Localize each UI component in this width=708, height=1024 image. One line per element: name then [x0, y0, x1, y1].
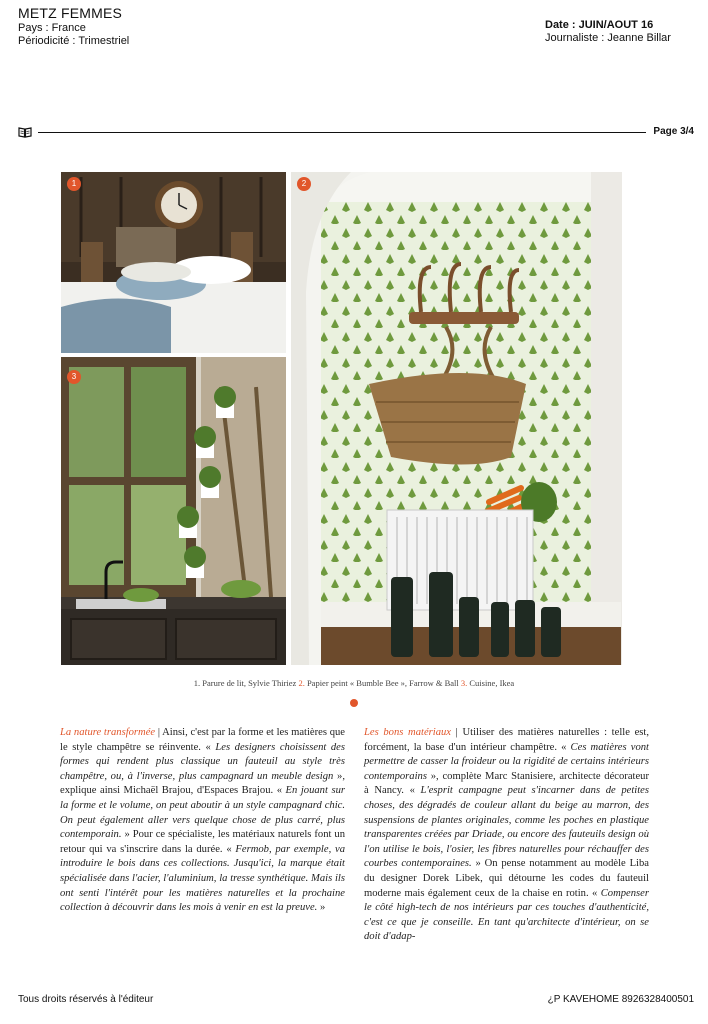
- book-icon: [18, 126, 32, 138]
- photo-wallpaper-hallway: [291, 172, 622, 665]
- horizontal-rule: [38, 132, 646, 133]
- caption-part-3: Cuisine, Ikea: [467, 678, 515, 688]
- section-heading-nature: La nature transformée: [60, 727, 156, 738]
- quote-text: L'esprit campagne peut s'incarner dans de petites choses, des dégradés de couleur allant du beige au marron, des suspensions de plantes originales, comme les poches en plastique transparentes créées par Driade, ou encore des fauteuils design où l'on utilise le bois, l'osier, les fibres naturelles pour réchauffer des courbes contemporaines.: [364, 785, 649, 870]
- periodicity-line: Périodicité : Trimestriel: [18, 35, 130, 47]
- quote-text: Ces matières vont permettre de casser la froideur ou la rigidité de certains intérieurs contemporains: [364, 741, 649, 782]
- photo-kitchen: [61, 357, 286, 665]
- hallway-illustration: [291, 172, 622, 665]
- caption-number-3: 3.: [460, 678, 468, 688]
- country-line: Pays : France: [18, 22, 86, 34]
- photo-badge-2: 2: [297, 177, 311, 191]
- publication-header: [18, 5, 129, 48]
- reference-number: KAVEHOME 8926328400501: [562, 994, 694, 1005]
- journalist-name: Journaliste : Jeanne Billar: [545, 32, 671, 44]
- separator-dot: [350, 699, 358, 707]
- kitchen-illustration: [61, 357, 286, 665]
- quote-text: Les designers choisissent des formes qui rendent plus classique un fauteuil au style très champêtre, ou, à l'inverse, plus campagnard un meuble design: [60, 741, 345, 782]
- publication-title: METZ FEMMES: [18, 5, 123, 21]
- page-number: Page 3/4: [653, 126, 694, 137]
- caption-number-2: 2.: [298, 678, 305, 688]
- quote-text: En jouant sur la forme et le volume, on peut aboutir à un style campagnard chic. On peut également aller vers quelque chose de plus carré, plus contemporain.: [60, 785, 345, 841]
- body-text: », complète Marc Stanisiere, architecte décorateur à Nancy. «: [364, 770, 649, 797]
- reference-logo: ¿P: [547, 994, 561, 1005]
- heading-separator: |: [155, 727, 163, 738]
- reference-code: [548, 994, 694, 1005]
- body-text: Ainsi, c'est par la forme et les matières que le style champêtre se réinvente. «: [60, 727, 346, 753]
- date-block: [545, 19, 671, 45]
- article-column-right: [364, 726, 649, 945]
- photo-badge-3: 3: [67, 370, 81, 384]
- photo-badge-1: 1: [67, 177, 81, 191]
- body-text: » Pour ce spécialiste, les matériaux naturels font un retour qui va s'inscrire dans la durée. «: [60, 829, 345, 855]
- photo-caption: [0, 678, 708, 688]
- quote-text: Fermob, par exemple, va introduire le bois dans ces collections. Jusqu'ici, la marque était spécialisée dans l'acier, l'aluminium, la tresse synthétique. Mais ils ont senti l'intérêt pour les matières naturelles et la prochaine collection à découvrir dans les mois à venir en est la preuve.: [60, 843, 345, 914]
- heading-separator: |: [451, 727, 463, 738]
- rights-notice: Tous droits réservés à l'éditeur: [18, 994, 154, 1005]
- caption-part-2: Papier peint « Bumble Bee », Farrow & Ball: [304, 678, 461, 688]
- bedroom-illustration: [61, 172, 286, 353]
- article-column-left: [60, 726, 345, 916]
- body-text: »: [317, 902, 326, 914]
- section-heading-materials: Les bons matériaux: [364, 727, 452, 738]
- body-text: », explique ainsi Michaël Brajou, d'Espaces Brajou. «: [60, 770, 346, 797]
- photo-bed-linen: [61, 172, 286, 353]
- caption-part-1: 1. Parure de lit, Sylvie Thiriez: [193, 678, 299, 688]
- body-text: Utiliser des matières naturelles : telle est, forcément, la base d'un intérieur champêtre. «: [364, 727, 649, 753]
- body-text: » On pense notamment au modèle Liba du designer Dorek Libek, qui détourne les codes du fauteuil moderne mais également ceux de la chaise en rotin. «: [364, 858, 649, 899]
- page-rule: [18, 126, 694, 140]
- issue-date: Date : JUIN/AOUT 16: [545, 19, 654, 31]
- quote-text: Compenser le côté high-tech de nos intérieurs par ces touches d'authenticité, c'est ce que je conseille. En tant qu'architecte d'intérieur, on se doit d'adap-: [364, 887, 649, 943]
